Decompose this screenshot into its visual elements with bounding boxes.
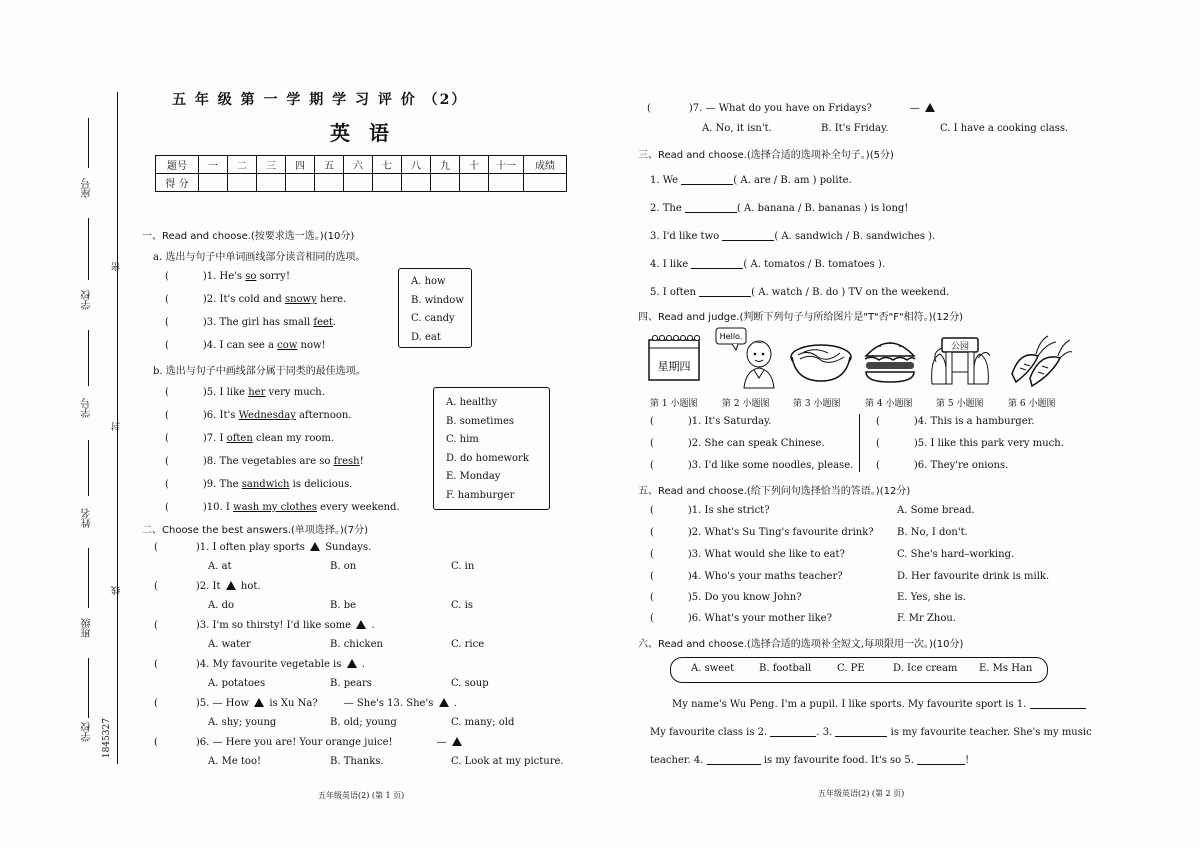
- passage-line-2: My favourite class is 2. . 3. is my favourite teacher. She's my music: [650, 727, 1092, 738]
- park-gate-icon: [928, 328, 992, 388]
- score-header-cell: 题号: [156, 156, 199, 174]
- score-cell[interactable]: [286, 174, 315, 192]
- s1-b-intro: b. 选出与句子中画线部分属于同类的最佳选项。: [153, 366, 366, 377]
- option-item: A. how: [411, 276, 446, 287]
- option-item: F. hamburger: [446, 489, 515, 501]
- mc-question: ( )6. — Here you are! Your orange juice! —: [154, 737, 464, 748]
- mc-option[interactable]: C. in: [451, 561, 475, 572]
- match-question: ( )5. Do you know John?: [650, 592, 802, 603]
- word-option: B. football: [759, 663, 812, 674]
- option-item: C. him: [446, 434, 479, 445]
- match-answer: C. She's hard–working.: [897, 549, 1015, 560]
- s1-a-intro: a. 选出与句子中单词画线部分读音相同的选项。: [153, 252, 366, 263]
- score-table: [155, 155, 567, 192]
- mc-option[interactable]: A. shy; young: [208, 717, 277, 728]
- mc-option[interactable]: C. soup: [451, 678, 489, 689]
- word-option: E. Ms Han: [979, 663, 1033, 674]
- judge-item: ( )5. I like this park very much.: [876, 438, 1064, 449]
- s2-heading: 二、Choose the best answers.(单项选择。)(7分): [142, 525, 368, 536]
- match-answer: B. No, I don't.: [897, 527, 968, 538]
- answer-blank[interactable]: [722, 230, 774, 241]
- match-question: ( )6. What's your mother like?: [650, 613, 832, 624]
- pic-label: 第 5 小题图: [936, 399, 984, 409]
- answer-blank[interactable]: [1030, 698, 1086, 709]
- name-label: 姓名: [82, 508, 93, 528]
- match-answer: F. Mr Zhou.: [897, 613, 956, 624]
- mc-option[interactable]: B. Thanks.: [330, 756, 384, 767]
- s6-heading: 六、Read and choose.(选择合适的选项补全短文,每项限用一次。)(10分): [638, 639, 964, 650]
- score-header-cell: 成绩: [524, 156, 567, 174]
- score-cell[interactable]: [489, 174, 524, 192]
- mc-option[interactable]: C. Look at my picture.: [451, 756, 564, 767]
- s5-heading: 五、Read and choose.(给下列问句选择恰当的答语。)(12分): [638, 486, 911, 497]
- option-item: B. window: [411, 294, 464, 306]
- option-item: B. sometimes: [446, 415, 515, 427]
- pic-label: 第 4 小题图: [865, 399, 913, 409]
- mc-option[interactable]: B. old; young: [330, 717, 397, 728]
- answer-blank[interactable]: [699, 286, 751, 297]
- judge-item: ( )6. They're onions.: [876, 460, 1009, 471]
- mc-option[interactable]: C. many; old: [451, 717, 515, 728]
- score-header-cell: 九: [431, 156, 460, 174]
- s1-a-options-box: [398, 268, 472, 348]
- s1-b-options-box: [433, 387, 550, 510]
- match-answer: D. Her favourite drink is milk.: [897, 571, 1050, 582]
- judge-item: ( )3. I'd like some noodles, please.: [650, 460, 854, 471]
- match-question: ( )2. What's Su Ting's favourite drink?: [650, 527, 874, 538]
- fill-item: 1. We ( A. are / B. am ) polite.: [650, 175, 852, 186]
- option-item: C. candy: [411, 313, 455, 324]
- subject-title: 英 语: [330, 121, 395, 145]
- student-no-label: 学号: [82, 398, 93, 418]
- mc-option[interactable]: B. It's Friday.: [821, 123, 889, 134]
- score-cell[interactable]: [460, 174, 489, 192]
- score-header-cell: 三: [257, 156, 286, 174]
- match-answer: A. Some bread.: [897, 505, 975, 516]
- score-header-cell: 七: [373, 156, 402, 174]
- score-header-cell: 二: [228, 156, 257, 174]
- mc-option[interactable]: C. I have a cooking class.: [940, 123, 1069, 134]
- score-cell[interactable]: [524, 174, 567, 192]
- score-header-cell: 十一: [489, 156, 524, 174]
- option-item: D. eat: [411, 331, 441, 343]
- pic-label: 第 1 小题图: [650, 399, 698, 409]
- judge-item: ( )1. It's Saturday.: [650, 416, 772, 427]
- question-item: ( )9. The sandwich is delicious.: [165, 479, 353, 490]
- question-item: ( )8. The vegetables are so fresh!: [165, 456, 364, 467]
- footer-right: 五年级英语(2) (第 2 页): [818, 789, 905, 798]
- blank-triangle-icon: [347, 659, 357, 668]
- pic-label: 第 3 小题图: [793, 399, 841, 409]
- mc-question: ( )4. My favourite vegetable is .: [154, 659, 365, 670]
- mc-option[interactable]: A. at: [208, 561, 232, 572]
- mc-question: ( )5. — How is Xu Na? — She's 13. She's .: [154, 698, 457, 709]
- fill-item: 2. The ( A. banana / B. bananas ) is long!: [650, 203, 909, 214]
- word-option: D. Ice cream: [893, 663, 958, 674]
- question-item: ( )2. It's cold and snowy here.: [165, 294, 347, 305]
- code-label: 1845327: [102, 718, 112, 759]
- match-question: ( )3. What would she like to eat?: [650, 549, 845, 560]
- blank-triangle-icon: [452, 737, 462, 746]
- question-item: ( )10. I wash my clothes every weekend.: [165, 502, 400, 513]
- blank-triangle-icon: [925, 103, 935, 112]
- s3-heading: 三、Read and choose.(选择合适的选项补全句子。)(5分): [638, 150, 894, 161]
- score-header-cell: 五: [315, 156, 344, 174]
- score-cell[interactable]: [257, 174, 286, 192]
- option-item: D. do homework: [446, 452, 529, 464]
- question-item: ( )7. I often clean my room.: [165, 433, 335, 444]
- word-bank: [670, 657, 1048, 683]
- calendar-icon: [646, 332, 702, 384]
- calendar-text: 星期四: [657, 360, 691, 373]
- match-answer: E. Yes, she is.: [897, 592, 966, 603]
- judge-item: ( )2. She can speak Chinese.: [650, 438, 825, 449]
- score-cell[interactable]: [199, 174, 228, 192]
- girl-speaking-icon: [714, 326, 780, 390]
- mc-option[interactable]: B. chicken: [330, 639, 383, 650]
- hamburger-icon: [862, 334, 918, 386]
- mc-question: ( )2. It hot.: [154, 581, 261, 592]
- fold-mark-2: 封: [112, 422, 122, 431]
- answer-blank[interactable]: [770, 726, 816, 737]
- pic-label: 第 6 小题图: [1008, 399, 1056, 409]
- footer-left: 五年级英语(2) (第 1 页): [318, 791, 405, 800]
- word-option: C. PE: [837, 663, 865, 674]
- seat-label: 座号: [82, 178, 93, 198]
- speech-text: Hello.: [719, 332, 743, 341]
- blank-triangle-icon: [254, 698, 264, 707]
- noodles-icon: [788, 335, 854, 385]
- mc-option[interactable]: A. Me too!: [208, 756, 261, 767]
- question-item: ( )1. He's so sorry!: [165, 271, 290, 282]
- score-cell[interactable]: [344, 174, 373, 192]
- answer-blank[interactable]: [681, 174, 733, 185]
- mc-option[interactable]: B. pears: [330, 678, 372, 689]
- passage-line-3: teacher. 4. is my favourite food. It's so 5. !: [650, 755, 970, 766]
- fold-mark-3: 线: [112, 586, 122, 595]
- mc-question: ( )1. I often play sports Sundays.: [154, 542, 372, 553]
- column-divider: [859, 414, 860, 472]
- word-option: A. sweet: [691, 663, 735, 674]
- mc-question: ( )3. I'm so thirsty! I'd like some .: [154, 620, 375, 631]
- mc-option[interactable]: B. be: [330, 600, 357, 611]
- school-label: 学校: [82, 722, 93, 742]
- score-cell[interactable]: [373, 174, 402, 192]
- answer-blank[interactable]: [835, 726, 887, 737]
- blank-triangle-icon: [356, 620, 366, 629]
- score-header-cell: 十: [460, 156, 489, 174]
- question-item: ( )6. It's Wednesday afternoon.: [165, 410, 352, 421]
- question-item: ( )5. I like her very much.: [165, 387, 325, 398]
- passage-line-1: My name's Wu Peng. I'm a pupil. I like sports. My favourite sport is 1.: [672, 698, 1086, 710]
- mc-option[interactable]: B. on: [330, 561, 357, 572]
- mc-question: ( )7. — What do you have on Fridays? —: [647, 103, 937, 114]
- answer-blank[interactable]: [691, 258, 743, 269]
- mc-option[interactable]: C. rice: [451, 639, 485, 650]
- fold-mark-1: 密: [112, 262, 122, 271]
- carrots-icon: [1002, 330, 1074, 388]
- mc-option[interactable]: C. is: [451, 600, 473, 611]
- option-item: E. Monday: [446, 471, 501, 482]
- answer-blank[interactable]: [685, 202, 737, 213]
- mc-option[interactable]: A. water: [208, 639, 251, 650]
- score-header-cell: 一: [199, 156, 228, 174]
- match-question: ( )1. Is she strict?: [650, 505, 770, 516]
- fill-item: 5. I often ( A. watch / B. do ) TV on the weekend.: [650, 287, 950, 298]
- blank-triangle-icon: [310, 542, 320, 551]
- score-row-label: 得 分: [156, 174, 199, 192]
- question-item: ( )3. The girl has small feet.: [165, 317, 337, 328]
- score-header-cell: 八: [402, 156, 431, 174]
- score-header-cell: 六: [344, 156, 373, 174]
- answer-blank[interactable]: [707, 754, 761, 765]
- question-item: ( )4. I can see a cow now!: [165, 340, 326, 351]
- school-label-left: 学校: [82, 290, 93, 310]
- match-question: ( )4. Who's your maths teacher?: [650, 571, 843, 582]
- score-cell[interactable]: [315, 174, 344, 192]
- blank-triangle-icon: [439, 698, 449, 707]
- answer-blank[interactable]: [917, 754, 965, 765]
- park-sign-text: 公园: [950, 342, 970, 352]
- s1-heading: 一、Read and choose.(按要求选一选。)(10分): [142, 231, 355, 242]
- fill-item: 3. I'd like two ( A. sandwich / B. sandwiches ).: [650, 231, 936, 242]
- mc-option[interactable]: A. potatoes: [208, 678, 266, 689]
- score-cell[interactable]: [431, 174, 460, 192]
- mc-option[interactable]: A. No, it isn't.: [702, 123, 772, 134]
- mc-option[interactable]: A. do: [208, 600, 235, 611]
- class-label: 班级: [82, 618, 93, 638]
- fill-item: 4. I like ( A. tomatos / B. tomatoes ).: [650, 259, 885, 270]
- score-cell[interactable]: [402, 174, 431, 192]
- score-cell[interactable]: [228, 174, 257, 192]
- exam-title: 五 年 级 第 一 学 期 学 习 评 价 （2）: [172, 92, 468, 108]
- s4-heading: 四、Read and judge.(判断下列句子与所给图片是"T"否"F"相符。)(12分): [638, 312, 964, 323]
- blank-triangle-icon: [226, 581, 236, 590]
- option-item: A. healthy: [446, 397, 498, 408]
- score-header-cell: 四: [286, 156, 315, 174]
- judge-item: ( )4. This is a hamburger.: [876, 416, 1035, 427]
- pic-label: 第 2 小题图: [722, 399, 770, 409]
